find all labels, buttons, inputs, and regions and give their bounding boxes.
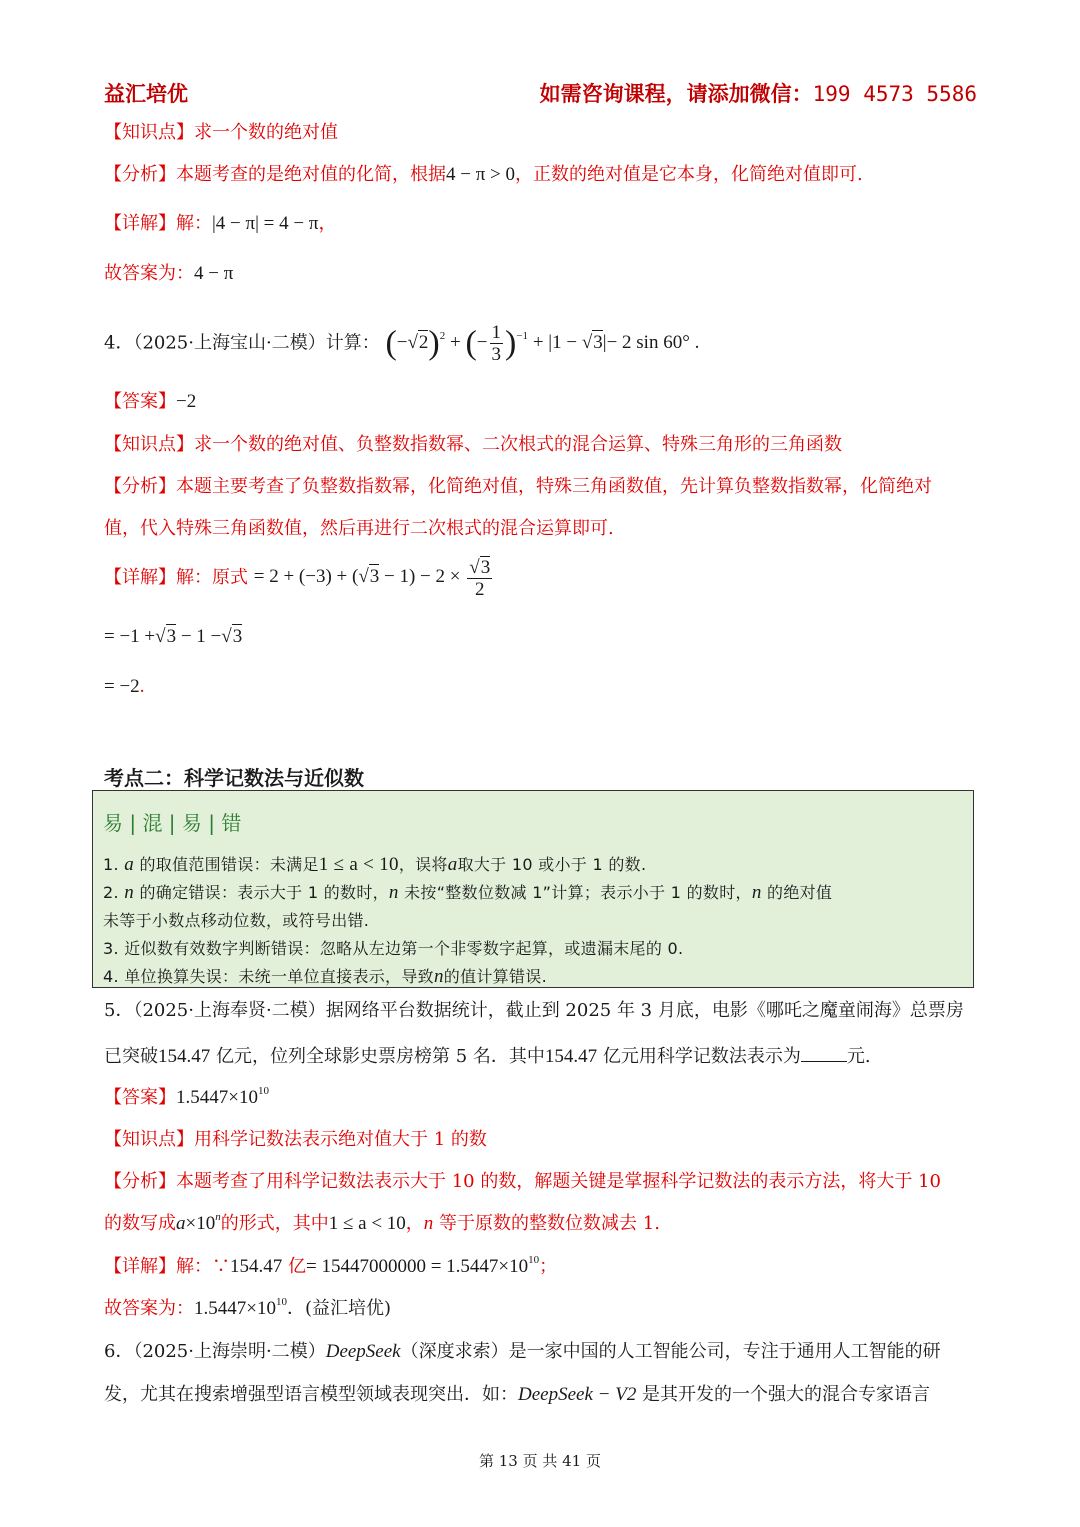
q4-analysis-line1: 【分析】本题主要考查了负整数指数幂，化简绝对值，特殊三角函数值，先计算负整数指数幂，化简绝对 (104, 476, 932, 497)
q5-stem-line1: 5．（2025·上海奉贤·二模）据网络平台数据统计，截止到 2025 年 3 月底，电影《哪吒之魔童闹海》总票房 (104, 1000, 964, 1021)
q3-solution: 【详解】解：|4 − π| = 4 − π， (104, 213, 337, 234)
wechat-number: 199 4573 5586 (812, 82, 977, 106)
common-mistakes-heading: 易 | 混 | 易 | 错 (103, 811, 242, 835)
q4-stem: 4．（2025·上海宝山·二模）计算： $(-√2)^2$ + (− $\frac{1}{3}$ )$^{-1}$ + |1 − √3|− 2 sin 60° . (104, 322, 700, 365)
q4-solution: 【详解】解：原式 = 2 + (−3) + (√3 − 1) − 2 × $\frac{√3}{2}$ (104, 557, 491, 600)
q5-analysis-line1: 【分析】本题考查了用科学记数法表示大于 10 的数，解题关键是掌握科学记数法的表示方法，将大于 10 (104, 1171, 941, 1192)
q5-answer: 【答案】$1.5447\times 10^{10}$ (104, 1085, 269, 1108)
q4-knowledge-point: 【知识点】求一个数的绝对值、负整数指数幂、二次根式的混合运算、特殊三角形的三角函数 (104, 434, 842, 455)
q3-knowledge-point: 【知识点】求一个数的绝对值 (104, 122, 338, 143)
q4-expression: $(-√2)^2$ + (− $\frac{1}{3}$ )$^{-1}$ + |1 − √3|− 2 sin 60° . (385, 322, 700, 365)
contact-info (540, 78, 977, 108)
section-title: 考点二：科学记数法与近似数 (104, 766, 364, 790)
q5-analysis-line2: 的数写成$a\times 10^n$的形式，其中1 ≤ a < 10，n 等于原数的整数位数减去 1. (104, 1211, 660, 1234)
contact-label: 如需咨询课程，请添加微信： (539, 82, 813, 106)
q5-final-answer: 故答案为：$1.5447\times 10^{10}$．(益汇培优) (104, 1296, 392, 1319)
q4-answer: 【答案】−2 (104, 391, 197, 412)
brand-name: 益汇培优 (104, 82, 188, 106)
q5-stem-line2: 已突破154.47 亿元，位列全球影史票房榜第 5 名．其中154.47 亿元用科学记数法表示为 元. (104, 1043, 871, 1069)
mistake-item-1: 1. a 的取值范围错误：未满足1 ≤ a < 10，误将a取大于 10 或小于 1 的数. (103, 854, 647, 875)
q5-knowledge-point: 【知识点】用科学记数法表示绝对值大于 1 的数 (104, 1129, 487, 1150)
q4-step2: = −1 +√3 − 1 −√3 (104, 626, 243, 647)
mistake-item-4: 4. 单位换算失误：未统一单位直接表示，导致n的值计算错误. (103, 966, 547, 987)
q6-stem-line2: 发，尤其在搜索增强型语言模型领域表现突出．如：DeepSeek − V2 是其开发的一个强大的混合专家语言 (104, 1384, 931, 1405)
answer-blank[interactable] (801, 1043, 847, 1062)
q4-step3: = −2. (104, 676, 145, 697)
q5-solution: 【详解】解：∵154.47 亿= $15447000000 = 1.5447\times 10^{10}$； (104, 1254, 558, 1277)
q4-analysis-line2: 值，代入特殊三角函数值，然后再进行二次根式的混合运算即可. (104, 518, 614, 539)
page-number: 第 13 页 共 41 页 (478, 1452, 601, 1470)
mistake-item-3: 3. 近似数有效数字判断错误：忽略从左边第一个非零数字起算，或遗漏末尾的 0. (103, 939, 684, 958)
mistake-item-2-cont: 未等于小数点移动位数，或符号出错. (103, 911, 370, 930)
q3-final-answer: 故答案为：4 − π (104, 263, 234, 284)
q3-analysis: 【分析】本题考查的是绝对值的化简，根据4 − π > 0，正数的绝对值是它本身，化简绝对值即可. (104, 164, 863, 185)
mistake-item-2: 2. n 的确定错误：表示大于 1 的数时，n 未按“整数位数减 1”计算；表示小于 1 的数时，n 的绝对值 (103, 882, 833, 903)
q6-stem-line1: 6．（2025·上海崇明·二模）DeepSeek（深度求索）是一家中国的人工智能公司，专注于通用人工智能的研 (104, 1341, 941, 1362)
